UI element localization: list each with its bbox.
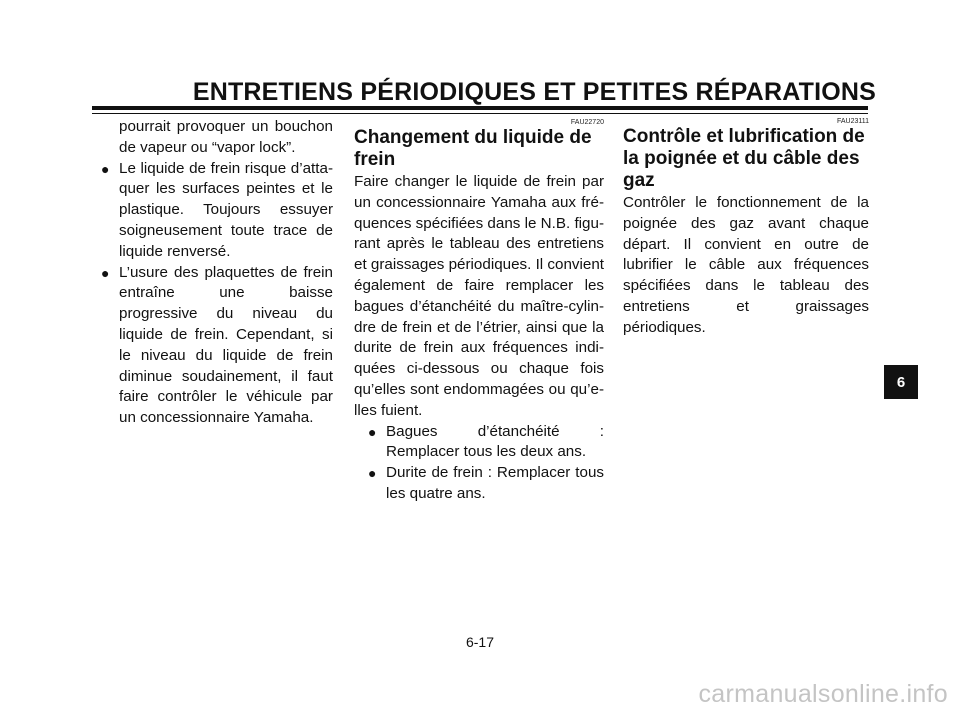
bullet-text: Bagues d’étanchéité : Remplacer tous les deux ans. [386, 422, 604, 461]
header-rule-thick [92, 106, 868, 110]
page-header-title: ENTRETIENS PÉRIODIQUES ET PETITES RÉPARATIONS [192, 78, 876, 106]
bullet-icon: ● [368, 465, 377, 482]
continuation-text: pourrait provoquer un bouchon de vapeur ou “vapor lock”. [119, 118, 333, 156]
bullet-text: Durite de frein : Remplacer tous les quatre ans. [386, 464, 604, 502]
bullet-icon: ● [368, 423, 377, 440]
bullet-icon: ● [101, 264, 110, 281]
bullet-item [354, 422, 604, 464]
chapter-tab: 6 [884, 365, 918, 399]
bullet-text: Le liquide de frein risque d’attaquer les surfaces peintes et le plastique. Toujours essuyer soigneusement toute trace de liquide renversé. [119, 159, 333, 260]
bullet-item [354, 463, 604, 505]
bullet-item [101, 159, 333, 263]
bullet-item [101, 263, 333, 429]
header-rule-thin [92, 113, 868, 114]
section-heading: Contrôle et lubrification de la poignée et du câble des gaz [623, 126, 865, 191]
column-1 [101, 117, 333, 429]
section-body: Contrôler le fonctionnement de la poignée des gaz avant chaque départ. Il convient en outre de lubrifier le câble aux fréquences spécifiées dans le tableau des entretiens et graissages périodiques. [623, 194, 869, 336]
section-code: FAU22720 [570, 119, 604, 126]
column-2 [354, 117, 604, 505]
section-body: Faire changer le liquide de frein par un concessionnaire Yamaha aux fréquences spécifiées dans le N.B. figurant après le tableau des entretiens et graissages périodiques. Il convient également de faire remplacer les bagues d’étanchéité du maître-cylindre de frein et de l’étrier, ainsi que la durite de frein aux fréquences indiquées ci-dessous ou chaque fois qu’elles sont endommagées ou qu’elles fuient. [354, 173, 604, 419]
section-heading: Changement du liquide de frein [354, 127, 592, 170]
bullet-icon: ● [101, 160, 110, 177]
column-3 [623, 117, 869, 339]
bullet-text: L’usure des plaquettes de frein entraîne une baisse progressive du niveau du liquide de frein. Cependant, si le niveau du liquide de frein diminue soudainement, il faut faire contrôler le véhicule par un concessionnaire Yamaha. [119, 263, 333, 427]
watermark: carmanualsonline.info [698, 680, 948, 708]
section-code: FAU23111 [836, 118, 869, 125]
page-number: 6-17 [465, 634, 495, 650]
